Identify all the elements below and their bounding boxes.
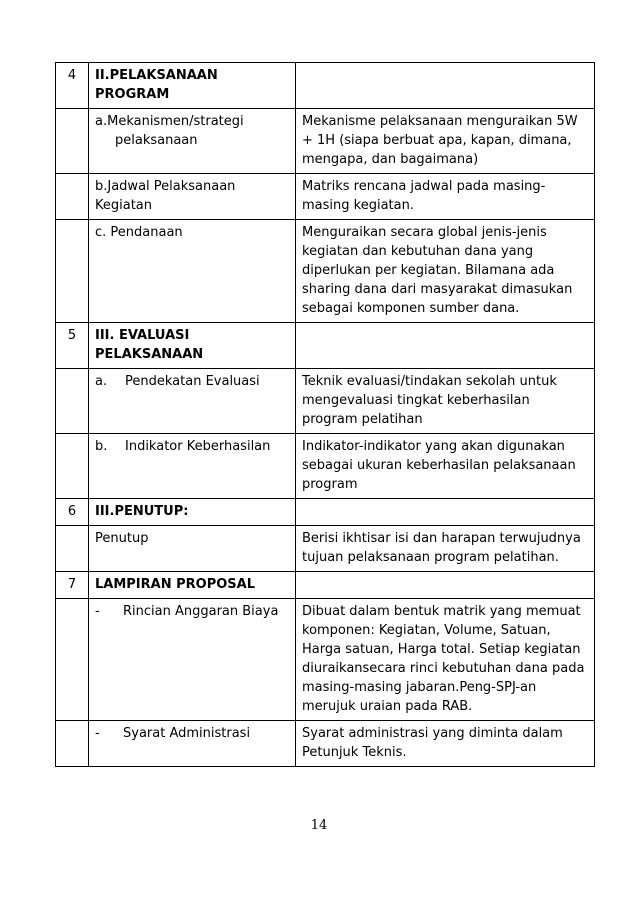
item-description: Mekanisme pelaksanaan menguraikan 5W + 1H (siapa berbuat apa, kapan, dimana, mengapa, dan bagaimana) <box>296 109 595 174</box>
table-row <box>56 499 595 526</box>
table-row <box>56 721 595 767</box>
table-row <box>56 369 595 434</box>
proposal-outline-table <box>55 62 595 767</box>
item-label <box>89 721 296 767</box>
item-description: Berisi ikhtisar isi dan harapan terwujudnya tujuan pelaksanaan program pelatihan. <box>296 526 595 572</box>
section-heading-desc-empty <box>296 323 595 369</box>
section-heading-desc-empty <box>296 499 595 526</box>
item-label <box>89 369 296 434</box>
table-row <box>56 174 595 220</box>
row-number-empty <box>56 434 89 499</box>
row-number-empty <box>56 721 89 767</box>
section-heading <box>89 63 296 109</box>
table-row <box>56 526 595 572</box>
row-number-empty <box>56 174 89 220</box>
item-label: Penutup <box>89 526 296 572</box>
item-description: Menguraikan secara global jenis-jenis kegiatan dan kebutuhan dana yang diperlukan per kegiatan. Bilamana ada sharing dana dari masyarakat dimasukan sebagai komponen sumber dana. <box>296 220 595 323</box>
table-row <box>56 109 595 174</box>
section-heading-line1: II.PELAKSANAAN <box>95 68 218 83</box>
table-row <box>56 434 595 499</box>
section-heading <box>89 323 296 369</box>
item-label: c. Pendanaan <box>89 220 296 323</box>
section-heading: LAMPIRAN PROPOSAL <box>89 572 296 599</box>
item-dash: - <box>95 726 100 741</box>
item-dash: - <box>95 604 100 619</box>
item-label-line1: a.Mekanismen/strategi <box>95 114 244 129</box>
row-number-empty <box>56 220 89 323</box>
item-label-text: Syarat Administrasi <box>123 726 251 741</box>
item-label <box>89 174 296 220</box>
item-description: Indikator-indikator yang akan digunakan sebagai ukuran keberhasilan pelaksanaan program <box>296 434 595 499</box>
section-heading-desc-empty <box>296 572 595 599</box>
item-letter: a. <box>95 374 108 389</box>
item-description: Syarat administrasi yang diminta dalam Petunjuk Teknis. <box>296 721 595 767</box>
item-label-line1: b.Jadwal Pelaksanaan <box>95 179 236 194</box>
section-heading: III.PENUTUP: <box>89 499 296 526</box>
table-row <box>56 599 595 721</box>
item-label-text: Pendekatan Evaluasi <box>125 374 260 389</box>
table-row <box>56 572 595 599</box>
item-description: Dibuat dalam bentuk matrik yang memuat komponen: Kegiatan, Volume, Satuan, Harga satuan, Harga total. Setiap kegiatan diuraikansecara rinci kebutuhan dana pada masing-masing jabaran.Peng-SPJ-an merujuk uraian pada RAB. <box>296 599 595 721</box>
item-label-text: Rincian Anggaran Biaya <box>123 604 279 619</box>
row-number: 6 <box>56 499 89 526</box>
item-label-text: Indikator Keberhasilan <box>125 439 271 454</box>
table-row <box>56 323 595 369</box>
item-label <box>89 434 296 499</box>
item-label <box>89 109 296 174</box>
row-number: 7 <box>56 572 89 599</box>
item-letter: b. <box>95 439 108 454</box>
row-number-empty <box>56 369 89 434</box>
item-label-line2: Kegiatan <box>95 198 153 213</box>
section-heading-desc-empty <box>296 63 595 109</box>
item-label-line2: pelaksanaan <box>115 133 198 148</box>
table-row <box>56 220 595 323</box>
item-description: Matriks rencana jadwal pada masing-masing kegiatan. <box>296 174 595 220</box>
item-label <box>89 599 296 721</box>
item-description: Teknik evaluasi/tindakan sekolah untuk mengevaluasi tingkat keberhasilan program pelatihan <box>296 369 595 434</box>
section-heading-line2: PELAKSANAAN <box>95 347 204 362</box>
row-number: 5 <box>56 323 89 369</box>
section-heading-line2: PROGRAM <box>95 87 170 102</box>
row-number: 4 <box>56 63 89 109</box>
section-heading-line1: III. EVALUASI <box>95 328 190 343</box>
row-number-empty <box>56 109 89 174</box>
row-number-empty <box>56 526 89 572</box>
page-number: 14 <box>310 818 328 833</box>
table-row <box>56 63 595 109</box>
row-number-empty <box>56 599 89 721</box>
